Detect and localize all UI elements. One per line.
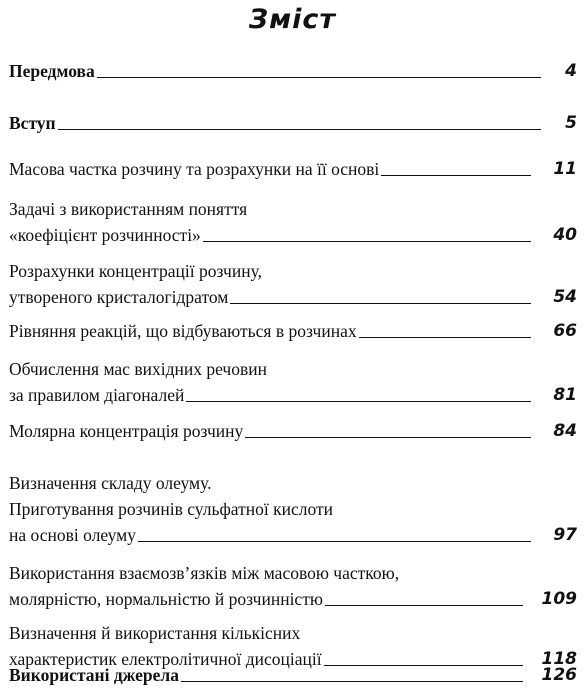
toc-page-number: 11 [553,159,577,179]
toc-entry-text: Задачі з використанням поняття [9,199,248,219]
toc-leader-line [230,303,531,304]
toc-entry [9,318,577,344]
toc-entry-last-line [9,586,577,612]
toc-entry [9,356,577,408]
toc-leader-line [58,129,541,130]
toc-entry-text: Обчислення мас вихідних речовин [9,359,267,379]
toc-entry-line [9,196,577,222]
toc-entry-last-line [9,522,577,548]
toc-entry-last-line [9,418,577,444]
toc-entry-text: Передмова [9,61,95,81]
toc-page-number: 109 [541,589,577,609]
toc-entry-last-line [9,318,577,344]
toc-entry-line [9,356,577,382]
page-title: Зміст [248,4,337,35]
toc-leader-line [325,605,523,606]
toc-leader-line [381,175,531,176]
toc-entry-line [9,560,577,586]
toc-leader-line [359,337,531,338]
toc-leader-line [138,541,531,542]
toc-entry-text: «коефіцієнт розчинності» [9,225,201,245]
toc-page-number: 4 [565,61,577,81]
toc-entry [9,470,577,548]
toc-entry [9,156,577,182]
toc-page-number: 66 [553,321,577,341]
toc-leader-line [203,241,531,242]
toc-page-number: 5 [565,113,577,133]
toc-entry-last-line [9,58,577,84]
toc-entry-text: молярністю, нормальністю й розчинністю [9,589,323,609]
toc-entry [9,58,577,84]
toc-entry-text: за правилом діагоналей [9,385,185,405]
toc-leader-line [186,401,531,402]
toc-entry-line [9,496,577,522]
toc-entry [9,110,577,136]
toc-entry-text: Використання взаємозв’язків між масовою часткою, [9,563,400,583]
toc-entry-line [9,258,577,284]
toc-entry-last-line [9,662,577,688]
toc-page-number: 118 [541,649,577,669]
toc-entry-last-line [9,110,577,136]
toc-entry-text: Вступ [9,113,56,133]
toc-entry [9,662,577,688]
toc-entry-last-line [9,382,577,408]
toc-entry-text: Масова частка розчину та розрахунки на її основі [9,159,380,179]
toc-page-number: 54 [553,287,577,307]
toc-entry-text: характеристик електролітичної дисоціації [9,649,322,669]
toc-entry-text: Приготування розчинів сульфатної кислоти [9,499,334,519]
toc-entry-last-line [9,222,577,248]
toc-entry-text: Розрахунки концентрації розчину, [9,261,262,281]
toc-entry-last-line [9,156,577,182]
toc-entry [9,418,577,444]
toc-entry [9,258,577,310]
toc-entry-line [9,470,577,496]
toc-entry [9,196,577,248]
toc-page-number: 97 [553,525,577,545]
toc-entry-text: Рівняння реакцій, що відбуваються в розчинах [9,321,357,341]
toc-page-number: 84 [553,421,577,441]
toc-leader-line [97,77,541,78]
toc-page-number: 81 [553,385,577,405]
toc-entry-text: Використані джерела [9,665,179,685]
toc-entry-text: Молярна концентрація розчину [9,421,244,441]
toc-page-number: 126 [541,665,577,685]
toc-entry [9,560,577,612]
toc-entry-text: Визначення й використання кількісних [9,623,301,643]
toc-entry-last-line [9,284,577,310]
toc-leader-line [245,437,531,438]
toc-page-number: 40 [553,225,577,245]
toc-leader-line [181,681,523,682]
toc-entry-text: утвореного кристалогідратом [9,287,229,307]
toc-entry-line [9,620,577,646]
toc-entry-text: Визначення складу олеуму. [9,473,212,493]
toc-entry-text: на основі олеуму [9,525,137,545]
